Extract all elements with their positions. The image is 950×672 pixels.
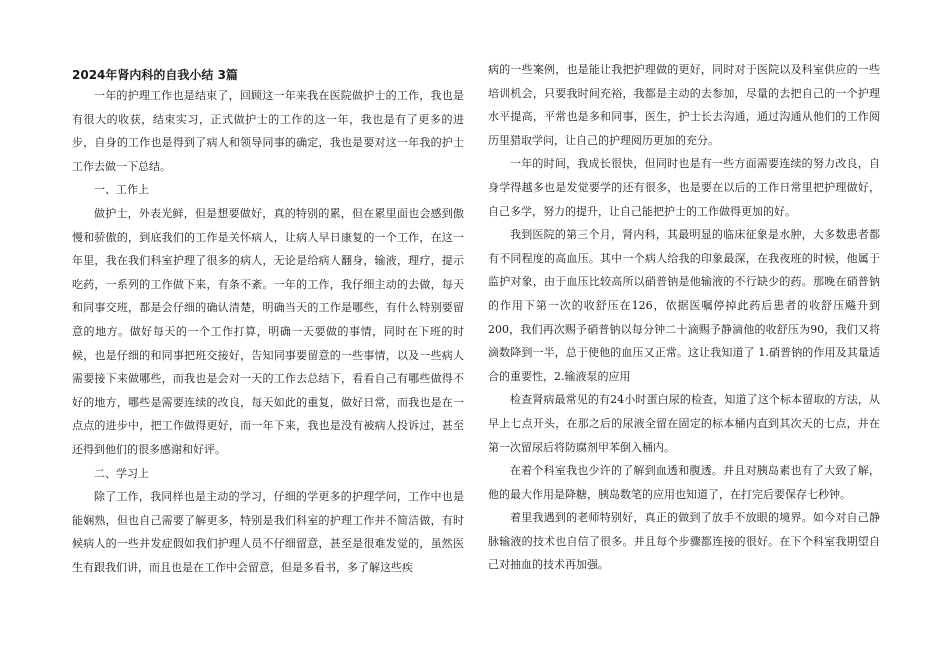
section-heading-study: 二、学习上 [94, 466, 149, 480]
paragraph-work: 做护士，外表光鲜，但是想要做好，真的特别的累，但在累里面也会感到傲慢和骄傲的，到底我们的工作是关怀病人，让病人早日康复的一个工作，在这一年里，我在我们科室护理了很多的病人，无论是给病人翻身，输液，理疗，提示吃药，一系列的工作做下来，有条不紊。一年的工作，我仔细主动的去做，每天和同事交班，都是会仔细的确认清楚，明确当天的工作是哪些，有什么特别要留意的地方。做好每天的一个工作打算，明确一天要做的事情，同时在下班的时候，也是仔细的和同事把班交接好，告知同事要留意的一些事情，以及一些病人需要接下来做哪些，而我也是会对一天的工作去总结下，看看自己有哪些做得不好的地方，哪些是需要连续的改良，每天如此的重复，做好日常，而我也是在一点点的进步中，把工作做得更好，而一年下来，我也是没有被病人投诉过，甚至还得到他们的很多感谢和好评。 [72, 206, 464, 456]
left-column [72, 58, 464, 579]
paragraph-nephrology-case: 我到医院的第三个月，肾内科，其最明显的临床征象是水肿，大多数患者都有不同程度的高血压。其中一个病人给我的印象最深，在我夜班的时候，他属于监护对象，由于血压比较高所以硝普钠是他输液的不行缺少的药。那晚在硝普钠的作用下第一次的收舒压在126，依据医嘱停掉此药后患者的收舒压飚升到200，我们再次赐予硝普钠以每分钟二十滴赐予静滴他的收舒压为90，我们又将滴数降到一半，总于使他的血压又正常。这让我知道了 1.硝普钠的作用及其量适合的重要性，2.输液泵的应用 [488, 228, 880, 383]
paragraph-urine-test: 检查肾病最常见的有24小时蛋白尿的检查，知道了这个标本留取的方法，从早上七点开头，在那之后的尿液全留在固定的标本桶内直到其次天的七点，并在第一次留尿后将防腐剂甲苯倒入桶内。 [488, 393, 880, 454]
paragraph-teacher: 着里我遇到的老师特别好，真正的做到了放手不放眼的境界。如今对自己静脉输液的技术也自信了很多。并且每个步骤都连接的很好。在下个科室我期望自己对抽血的技术再加强。 [488, 511, 880, 572]
paragraph-intro: 一年的护理工作也是结束了，回顾这一年来我在医院做护士的工作，我也是有很大的收获，结束实习，正式做护士的工作的这一年，我也是有了更多的进步，自身的工作也是得到了病人和领导同事的确定，我也是要对这一年我的护士工作去做一下总结。 [72, 89, 464, 173]
paragraph-study-continued: 病的一些案例，也是能让我把护理做的更好，同时对于医院以及科室供应的一些培训机会，只要我时间充裕，我都是主动的去参加，尽量的去把自己的一个护理水平提高，平常也是多和同事，医生，护士长去沟通，通过沟通从他们的工作阅历里猎取学问，让自己的护理阅历更加的充分。 [488, 63, 880, 147]
paragraph-dialysis: 在着个科室我也少许的了解到血透和腹透。并且对胰岛素也有了大致了解，他的最大作用是降糖，胰岛数笔的应用也知道了，在打完后要保存七秒钟。 [488, 464, 880, 501]
paragraph-study: 除了工作，我同样也是主动的学习，仔细的学更多的护理学问，工作中也是能娴熟，但也自己需要了解更多，特别是我们科室的护理工作并不简洁做，有时候病人的一些并发症假如我们护理人员不仔细留意，甚至是很难发觉的，虽然医生有跟我们讲，而且也是在工作中会留意，但是多看书，多了解这些疾 [72, 490, 464, 574]
right-column [488, 58, 880, 577]
paragraph-growth: 一年的时间，我成长很快，但同时也是有一些方面需要连续的努力改良，自身学得越多也是发觉要学的还有很多，也是要在以后的工作日常里把护理做好，自己多学，努力的提升，让自己能把护士的工作做得更加的好。 [488, 157, 880, 218]
document-title: 2024年肾内科的自我小结 3篇 [72, 68, 238, 82]
section-heading-work: 一、工作上 [94, 183, 149, 197]
